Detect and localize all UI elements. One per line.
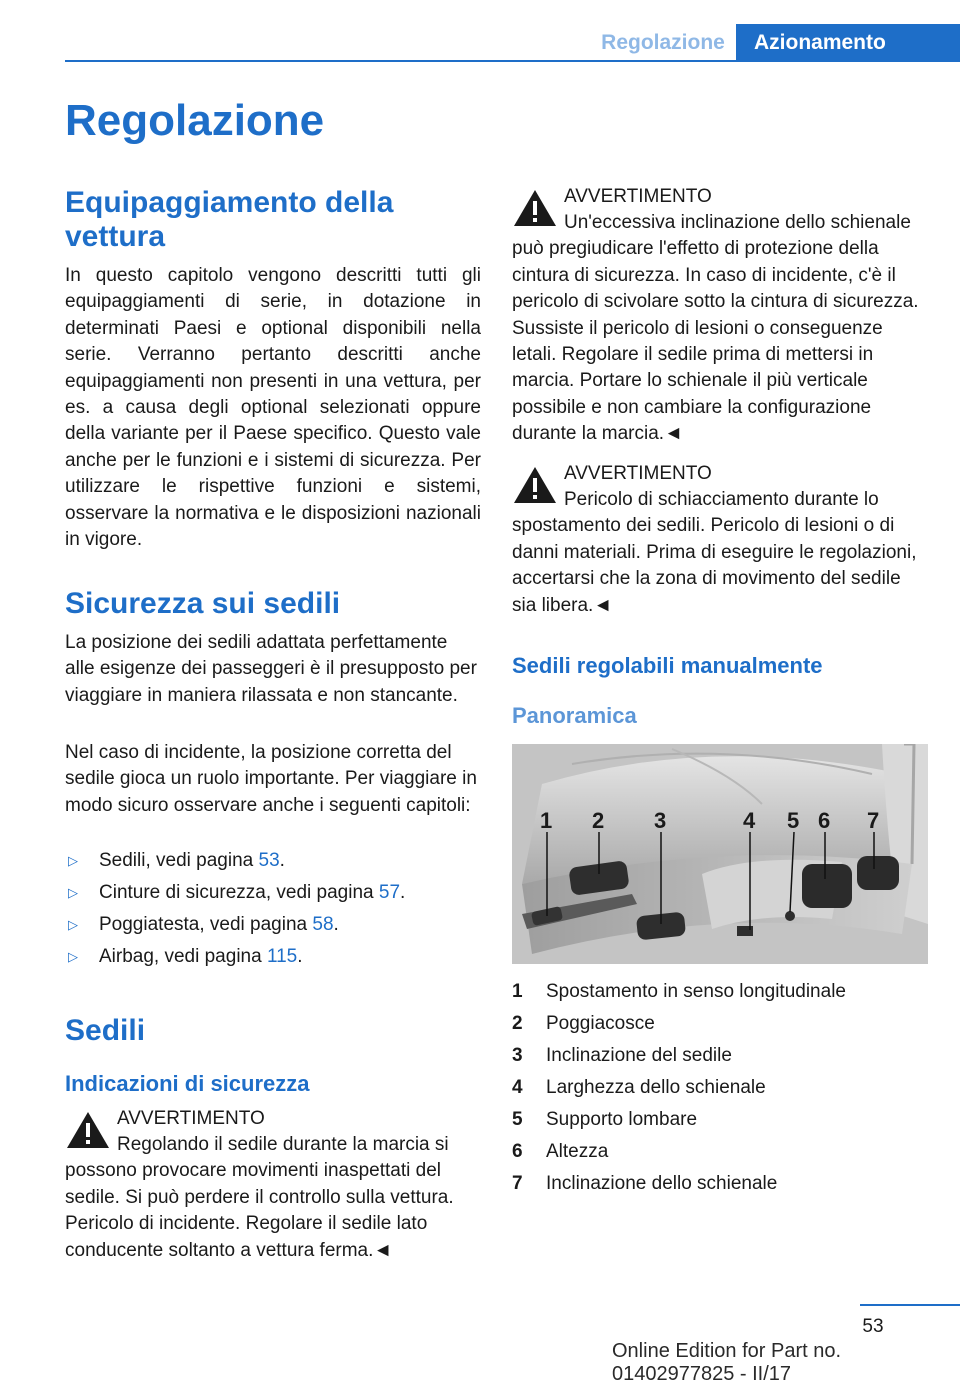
list-item-text: Cinture di sicurezza, vedi pagina [99, 882, 379, 903]
figure-label: 1 [540, 808, 553, 833]
list-item: ▷ Cinture di sicurezza, vedi pagina 57. [65, 877, 485, 909]
legend-item [512, 1136, 932, 1168]
list-item: ▷ Poggiatesta, vedi pagina 58. [65, 909, 485, 941]
list-item: ▷ Sedili, vedi pagina 53. [65, 845, 485, 877]
legend-number: 4 [512, 1077, 523, 1098]
triangle-bullet-icon: ▷ [68, 885, 78, 900]
figure-label: 2 [592, 808, 605, 833]
figure-legend [512, 976, 932, 1200]
legend-number: 1 [512, 981, 523, 1002]
warning-box-2 [512, 184, 928, 454]
legend-number: 5 [512, 1109, 523, 1130]
triangle-bullet-icon: ▷ [68, 949, 78, 964]
safety-notes-title: Indicazioni di sicurezza [65, 1071, 310, 1096]
list-item-text: Poggiatesta, vedi pagina [99, 914, 313, 935]
legend-text: Spostamento in senso longitudinale [546, 981, 846, 1002]
list-item-text: Sedili, vedi pagina [99, 850, 259, 871]
manual-seats-title: Sedili regolabili manualmente [512, 653, 823, 678]
legend-text: Larghezza dello schienale [546, 1077, 766, 1098]
legend-text: Supporto lombare [546, 1109, 698, 1130]
page-link[interactable]: 58 [312, 914, 334, 935]
legend-item [512, 1072, 932, 1104]
page-number: 53 [862, 1316, 884, 1337]
triangle-bullet-icon: ▷ [68, 917, 78, 932]
list-item: ▷ Airbag, vedi pagina 115. [65, 941, 485, 973]
warning-box-1 [65, 1106, 481, 1276]
legend-item [512, 1008, 932, 1040]
legend-text: Poggiacosce [546, 1013, 655, 1034]
warning-box-3 [512, 461, 928, 621]
legend-item [512, 976, 932, 1008]
warning-text: Un'eccessiva inclinazione dello schienale può pregiudicare l'effetto di protezione della cintura di sicurezza. In caso di incidente, c'è il pericolo di scivolare sotto la cintura di sicurezza. Sussiste il pericolo di lesioni o conseguenze letali. Regolare il sedile prima di mettersi in marcia. Portare lo schienale il più verticale possibile e non cambiare la configurazione durante la marcia.◄ [512, 212, 919, 445]
figure-label: 4 [743, 808, 756, 833]
section-title-seat-safety: Sicurezza sui sedili [65, 587, 341, 620]
equipment-text: In questo capitolo vengono descritti tutti gli equipaggiamenti di serie, in dotazione in determinati Paesi e optional disponibili nella serie. Verranno pertanto descritti anche equipaggiamenti non presenti in una vettura, per es. a causa degli optional selezionati oppure della variante per il Paese specifico. Questo vale anche per le funzioni e i sistemi di sicurezza. Per utilizzare le rispettive funzioni e sistemi, osservare la normativa e le disposizioni nazionali in vigore. [65, 265, 481, 551]
page-link[interactable]: 57 [378, 882, 401, 903]
figure-label: 7 [867, 808, 880, 833]
legend-item [512, 1104, 932, 1136]
page-link[interactable]: 115 [266, 946, 298, 967]
legend-number: 2 [512, 1013, 523, 1034]
warning-label: AVVERTIMENTO [564, 463, 712, 484]
header-rule [65, 60, 960, 62]
legend-item [512, 1040, 932, 1072]
legend-number: 3 [512, 1045, 523, 1066]
page-link[interactable]: 53 [258, 850, 280, 871]
footer-rule [860, 1304, 960, 1306]
seat-safety-para2: Nel caso di incidente, la posizione corretta del sedile gioca un ruolo importante. Per viaggiare in modo sicuro osservare anche i seguenti capitoli: [65, 742, 477, 816]
legend-text: Altezza [546, 1141, 609, 1162]
legend-number: 6 [512, 1141, 523, 1162]
header-tab-chapter: Azionamento [736, 24, 960, 62]
legend-text: Inclinazione del sedile [546, 1045, 732, 1066]
seat-safety-para1: La posizione dei sedili adattata perfettamente alle esigenze dei passeggeri è il presupposto per viaggiare in maniera rilassata e non stancante. [65, 632, 477, 706]
warning-text: Regolando il sedile durante la marcia si possono provocare movimenti inaspettati del sedile. Si può perdere il controllo sulla vettura. Pericolo di incidente. Regolare il sedile lato conducente soltanto a vettura ferma.◄ [65, 1134, 454, 1261]
seat-controls-figure [512, 744, 928, 964]
header-tab-section: Regolazione [601, 31, 725, 54]
cross-reference-list [65, 845, 485, 973]
list-item-text: Airbag, vedi pagina [99, 946, 267, 967]
triangle-bullet-icon: ▷ [68, 853, 78, 868]
figure-label: 5 [787, 808, 800, 833]
section-title-equipment: Equipaggiamento della vettura [65, 186, 394, 253]
warning-label: AVVERTIMENTO [564, 186, 712, 207]
warning-label: AVVERTIMENTO [117, 1108, 265, 1129]
overview-title: Panoramica [512, 703, 637, 728]
seat-illustration [512, 744, 928, 964]
legend-number: 7 [512, 1173, 523, 1194]
legend-text: Inclinazione dello schienale [546, 1173, 778, 1194]
chapter-title: Regolazione [65, 96, 325, 145]
section-title-seats: Sedili [65, 1014, 146, 1047]
warning-text: Pericolo di schiacciamento durante lo spostamento dei sedili. Pericolo di lesioni o di danni materiali. Prima di eseguire le regolazioni, accertarsi che la zona di movimento del sedile sia libera.◄ [512, 489, 917, 616]
figure-label: 6 [818, 808, 831, 833]
edition-footer: Online Edition for Part no. 01402977825 - II/17 [612, 1340, 842, 1385]
legend-item [512, 1168, 932, 1200]
figure-label: 3 [654, 808, 667, 833]
